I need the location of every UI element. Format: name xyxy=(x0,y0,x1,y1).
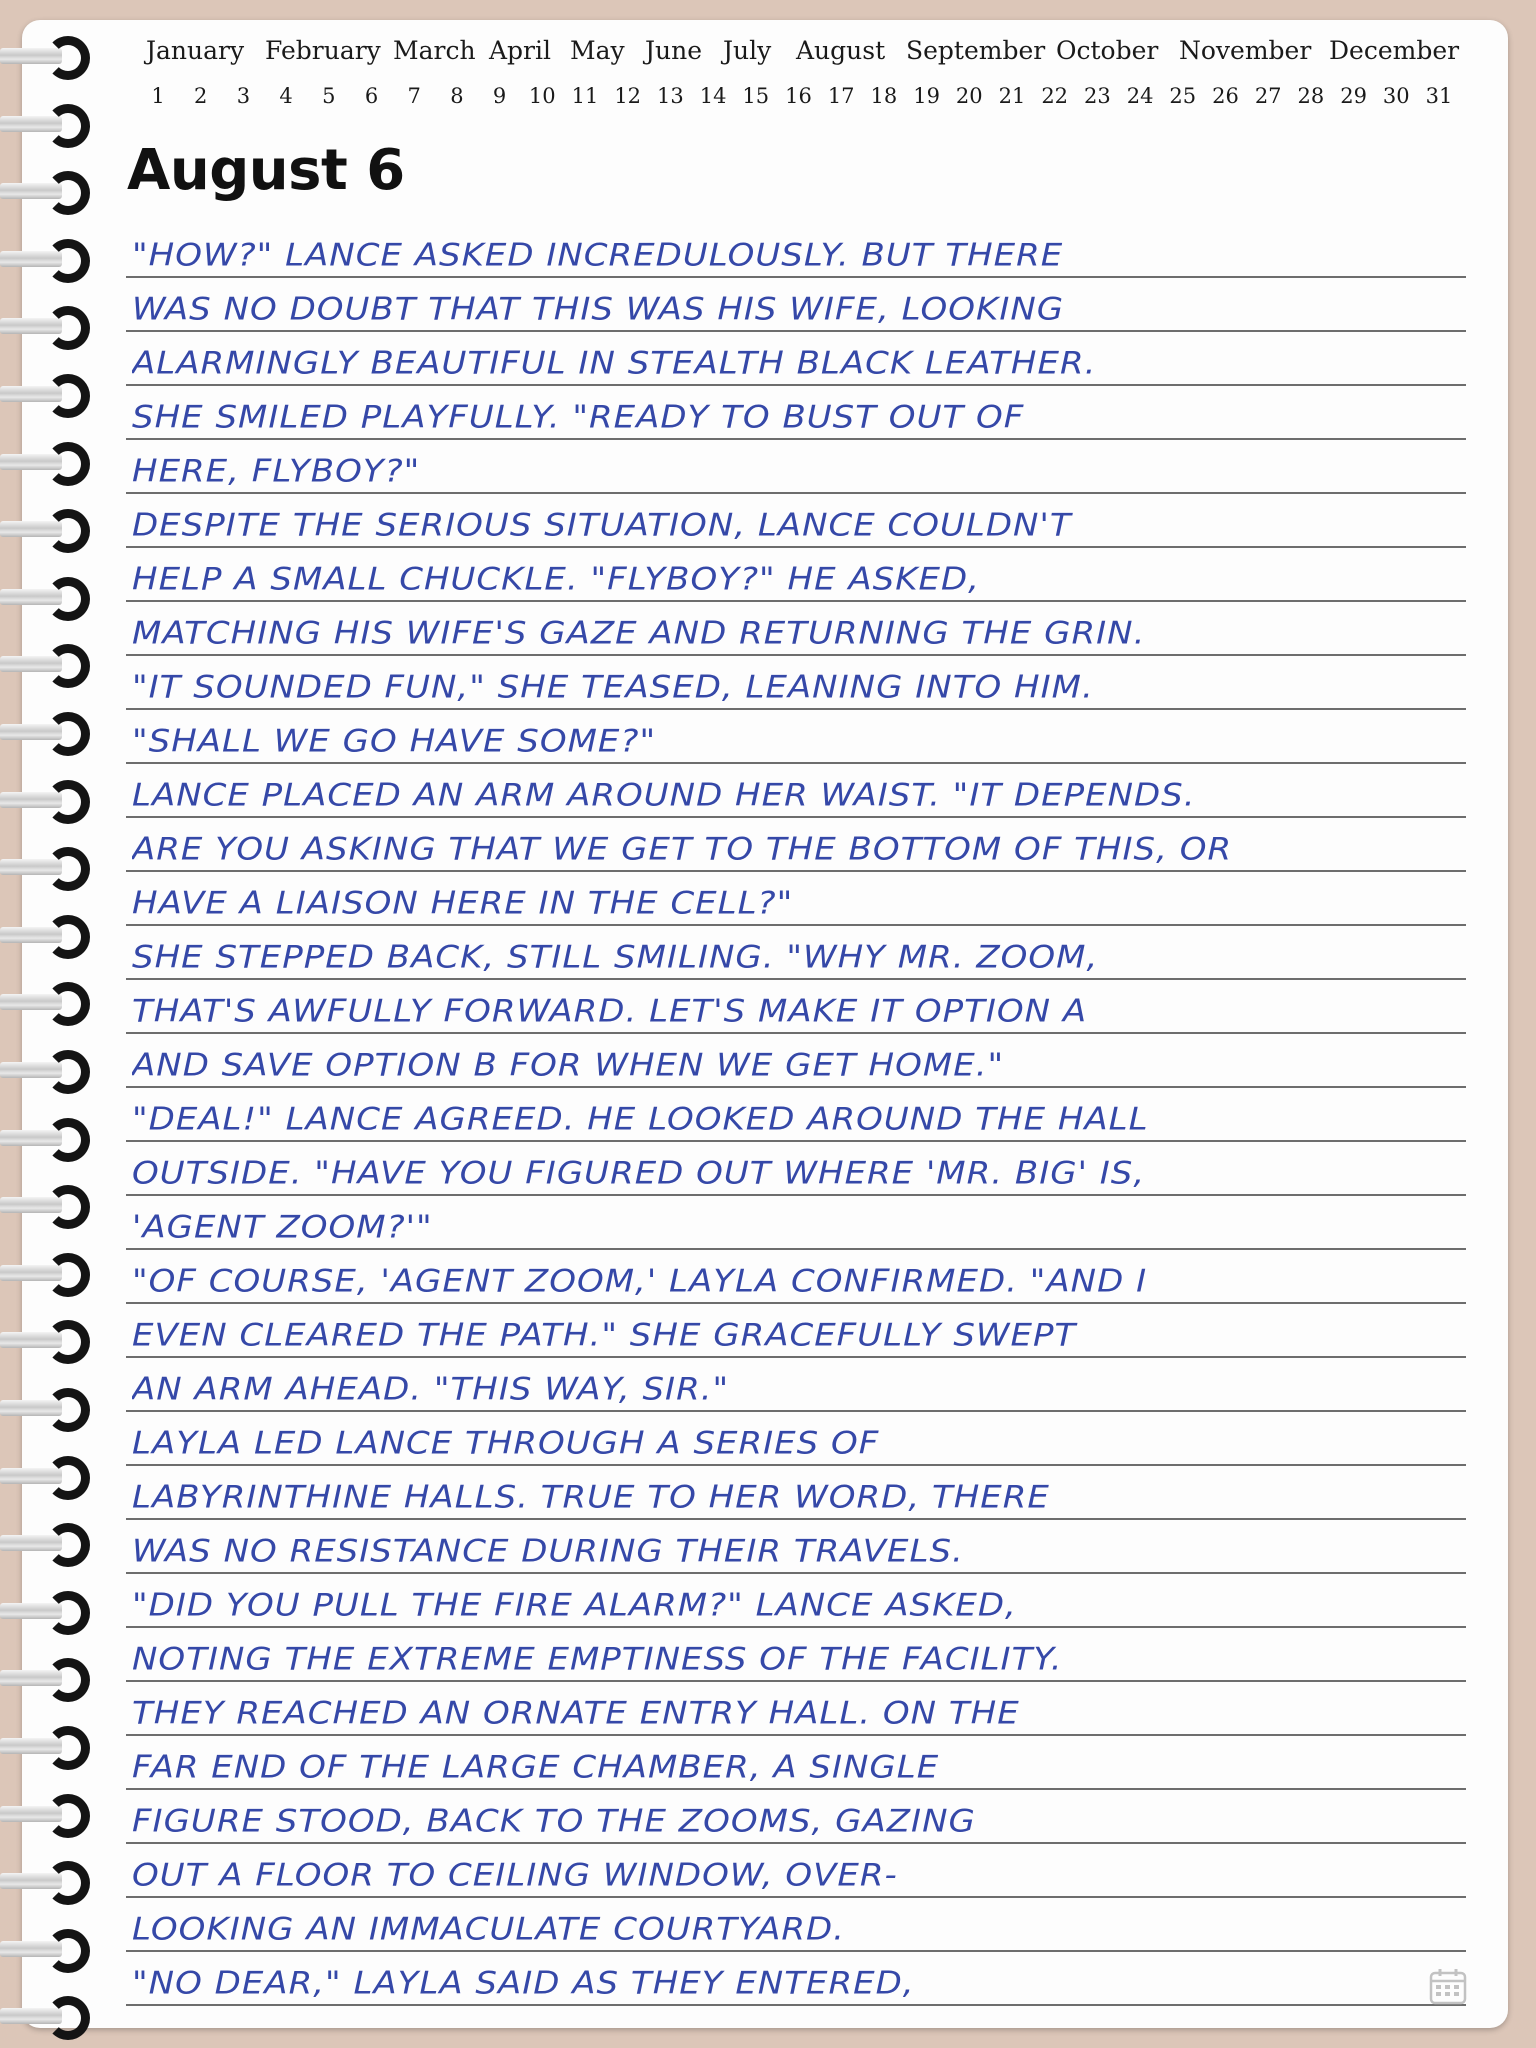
spiral-ring-icon xyxy=(0,1048,92,1090)
spiral-ring-icon xyxy=(0,372,92,414)
spiral-ring-icon xyxy=(0,1792,92,1834)
handwritten-line: "SHALL WE GO HAVE SOME?" xyxy=(132,723,657,760)
ruled-line xyxy=(126,386,1466,440)
handwritten-line: "DEAL!" LANCE AGREED. HE LOOKED AROUND THE HALL xyxy=(132,1101,1149,1138)
spiral-ring-icon xyxy=(0,642,92,684)
ruled-line xyxy=(126,1466,1466,1520)
handwritten-line: FIGURE STOOD, BACK TO THE ZOOMS, GAZING xyxy=(132,1803,976,1840)
spiral-ring-icon xyxy=(0,440,92,482)
day-1[interactable]: 1 xyxy=(151,84,165,108)
ruled-line xyxy=(126,1574,1466,1628)
handwritten-line: ARE YOU ASKING THAT WE GET TO THE BOTTOM OF THIS, OR xyxy=(132,831,1233,868)
month-nav xyxy=(146,36,1486,70)
month-april[interactable]: April xyxy=(489,36,551,65)
handwritten-line: THAT'S AWFULLY FORWARD. LET'S MAKE IT OPTION A xyxy=(132,993,1088,1030)
handwritten-line: AND SAVE OPTION B FOR WHEN WE GET HOME." xyxy=(132,1047,1005,1084)
spiral-ring-icon xyxy=(0,1183,92,1225)
month-august[interactable]: August xyxy=(796,36,886,65)
day-3[interactable]: 3 xyxy=(236,84,251,108)
spiral-ring-icon xyxy=(0,1116,92,1158)
spiral-ring-icon xyxy=(0,1859,92,1901)
day-23[interactable]: 23 xyxy=(1084,84,1111,108)
month-june[interactable]: June xyxy=(645,36,703,65)
month-november[interactable]: November xyxy=(1179,36,1312,65)
spiral-ring-icon xyxy=(0,980,92,1022)
day-21[interactable]: 21 xyxy=(998,84,1026,108)
month-september[interactable]: September xyxy=(906,36,1046,65)
spiral-ring-icon xyxy=(0,845,92,887)
spiral-ring-icon xyxy=(0,169,92,211)
handwritten-line: SHE SMILED PLAYFULLY. "READY TO BUST OUT OF xyxy=(132,399,1025,436)
handwritten-line: WAS NO RESISTANCE DURING THEIR TRAVELS. xyxy=(132,1533,964,1570)
month-february[interactable]: February xyxy=(265,36,381,65)
handwritten-line: "DID YOU PULL THE FIRE ALARM?" LANCE ASKED, xyxy=(132,1587,1017,1624)
ruled-line xyxy=(126,656,1466,710)
spiral-ring-icon xyxy=(0,1521,92,1563)
handwritten-line: 'AGENT ZOOM?'" xyxy=(132,1209,433,1246)
handwritten-line: FAR END OF THE LARGE CHAMBER, A SINGLE xyxy=(132,1749,940,1786)
ruled-line xyxy=(126,1304,1466,1358)
ruled-line xyxy=(126,494,1466,548)
day-2[interactable]: 2 xyxy=(194,84,208,108)
page-title: August 6 xyxy=(127,138,405,203)
handwritten-line: SHE STEPPED BACK, STILL SMILING. "WHY MR. ZOOM, xyxy=(132,939,1099,976)
spiral-ring-icon xyxy=(0,1656,92,1698)
handwritten-line: HELP A SMALL CHUCKLE. "FLYBOY?" HE ASKED, xyxy=(132,561,980,598)
spiral-ring-icon xyxy=(0,237,92,279)
spiral-ring-icon xyxy=(0,1724,92,1766)
handwritten-line: THEY REACHED AN ORNATE ENTRY HALL. ON THE xyxy=(132,1695,1020,1732)
handwritten-line: LANCE PLACED AN ARM AROUND HER WAIST. "IT DEPENDS. xyxy=(132,777,1196,814)
ruled-line xyxy=(126,1088,1466,1142)
ruled-line xyxy=(126,1034,1466,1088)
ruled-line xyxy=(126,1142,1466,1196)
spiral-ring-icon xyxy=(0,1994,92,2036)
month-october[interactable]: October xyxy=(1056,36,1159,65)
handwritten-line: "IT SOUNDED FUN," SHE TEASED, LEANING INTO HIM. xyxy=(132,669,1094,706)
day-9[interactable]: 9 xyxy=(492,84,507,108)
ruled-line xyxy=(126,1844,1466,1898)
day-7[interactable]: 7 xyxy=(407,84,421,108)
handwritten-line: LAYLA LED LANCE THROUGH A SERIES OF xyxy=(132,1425,880,1462)
month-march[interactable]: March xyxy=(393,36,476,65)
handwritten-line: HAVE A LIAISON HERE IN THE CELL?" xyxy=(132,885,794,922)
day-nav xyxy=(146,84,1486,114)
spiral-ring-icon xyxy=(0,507,92,549)
day-27[interactable]: 27 xyxy=(1254,84,1282,108)
ruled-line xyxy=(126,1196,1466,1250)
handwritten-line: EVEN CLEARED THE PATH." SHE GRACEFULLY SWEPT xyxy=(132,1317,1077,1354)
handwritten-entry xyxy=(126,224,1466,2006)
ruled-line xyxy=(126,1952,1466,2006)
spiral-ring-icon xyxy=(0,1927,92,1969)
spiral-ring-icon xyxy=(0,778,92,820)
day-31[interactable]: 31 xyxy=(1425,84,1453,108)
ruled-line xyxy=(126,926,1466,980)
ruled-line xyxy=(126,764,1466,818)
spiral-ring-icon xyxy=(0,304,92,346)
spiral-ring-icon xyxy=(0,1251,92,1293)
handwritten-line: "HOW?" LANCE ASKED INCREDULOUSLY. BUT THERE xyxy=(132,237,1064,274)
day-28[interactable]: 28 xyxy=(1297,84,1325,108)
spiral-ring-icon xyxy=(0,1589,92,1631)
ruled-line xyxy=(126,1412,1466,1466)
month-july[interactable]: July xyxy=(723,36,772,65)
day-30[interactable]: 30 xyxy=(1382,84,1410,108)
month-december[interactable]: December xyxy=(1329,36,1460,65)
day-10[interactable]: 10 xyxy=(528,84,556,108)
day-15[interactable]: 15 xyxy=(742,84,770,108)
ruled-line xyxy=(126,1736,1466,1790)
ruled-line xyxy=(126,1358,1466,1412)
day-4[interactable]: 4 xyxy=(279,84,293,108)
ruled-line xyxy=(126,602,1466,656)
day-8[interactable]: 8 xyxy=(450,84,464,108)
day-18[interactable]: 18 xyxy=(870,84,898,108)
spiral-ring-icon xyxy=(0,1386,92,1428)
month-january[interactable]: January xyxy=(146,36,245,65)
handwritten-line: AN ARM AHEAD. "THIS WAY, SIR." xyxy=(132,1371,730,1408)
handwritten-line: ALARMINGLY BEAUTIFUL IN STEALTH BLACK LEATHER. xyxy=(132,345,1097,382)
ruled-line xyxy=(126,980,1466,1034)
ruled-line xyxy=(126,440,1466,494)
calendar-icon[interactable] xyxy=(1428,1966,1468,2006)
day-6[interactable]: 6 xyxy=(364,84,379,108)
day-19[interactable]: 19 xyxy=(913,84,940,108)
handwritten-line: HERE, FLYBOY?" xyxy=(132,453,421,490)
day-22[interactable]: 22 xyxy=(1041,84,1069,108)
ruled-line xyxy=(126,1790,1466,1844)
day-29[interactable]: 29 xyxy=(1340,84,1367,108)
handwritten-line: OUTSIDE. "HAVE YOU FIGURED OUT WHERE 'MR. BIG' IS, xyxy=(132,1155,1146,1192)
day-25[interactable]: 25 xyxy=(1169,84,1197,108)
day-12[interactable]: 12 xyxy=(614,84,642,108)
ruled-line xyxy=(126,1898,1466,1952)
handwritten-line: DESPITE THE SERIOUS SITUATION, LANCE COULDN'T xyxy=(132,507,1072,544)
day-17[interactable]: 17 xyxy=(827,84,855,108)
day-13[interactable]: 13 xyxy=(657,84,684,108)
handwritten-line: OUT A FLOOR TO CEILING WINDOW, OVER- xyxy=(132,1857,898,1894)
handwritten-line: NOTING THE EXTREME EMPTINESS OF THE FACILITY. xyxy=(132,1641,1063,1678)
ruled-line xyxy=(126,1250,1466,1304)
day-5[interactable]: 5 xyxy=(322,84,336,108)
day-16[interactable]: 16 xyxy=(785,84,812,108)
ruled-line xyxy=(126,1682,1466,1736)
handwritten-line: WAS NO DOUBT THAT THIS WAS HIS WIFE, LOOKING xyxy=(132,291,1065,328)
spiral-ring-icon xyxy=(0,102,92,144)
handwritten-line: LOOKING AN IMMACULATE COURTYARD. xyxy=(132,1911,845,1948)
ruled-line xyxy=(126,548,1466,602)
ruled-line xyxy=(126,1520,1466,1574)
spiral-ring-icon xyxy=(0,1454,92,1496)
spiral-binding xyxy=(0,0,110,2048)
day-11[interactable]: 11 xyxy=(571,84,599,108)
ruled-line xyxy=(126,710,1466,764)
day-14[interactable]: 14 xyxy=(699,84,727,108)
spiral-ring-icon xyxy=(0,1318,92,1360)
ruled-line xyxy=(126,278,1466,332)
spiral-ring-icon xyxy=(0,710,92,752)
day-26[interactable]: 26 xyxy=(1212,84,1239,108)
handwritten-line: LABYRINTHINE HALLS. TRUE TO HER WORD, THERE xyxy=(132,1479,1050,1516)
ruled-line xyxy=(126,872,1466,926)
ruled-line xyxy=(126,1628,1466,1682)
month-may[interactable]: May xyxy=(570,36,625,65)
handwritten-line: "NO DEAR," LAYLA SAID AS THEY ENTERED, xyxy=(132,1965,915,2002)
spiral-ring-icon xyxy=(0,575,92,617)
ruled-line xyxy=(126,224,1466,278)
ruled-line xyxy=(126,818,1466,872)
handwritten-line: "OF COURSE, 'AGENT ZOOM,' LAYLA CONFIRMED. "AND I xyxy=(132,1263,1148,1300)
day-20[interactable]: 20 xyxy=(955,84,983,108)
spiral-ring-icon xyxy=(0,913,92,955)
ruled-line xyxy=(126,332,1466,386)
handwritten-line: MATCHING HIS WIFE'S GAZE AND RETURNING THE GRIN. xyxy=(132,615,1146,652)
spiral-ring-icon xyxy=(0,34,92,76)
day-24[interactable]: 24 xyxy=(1126,84,1154,108)
